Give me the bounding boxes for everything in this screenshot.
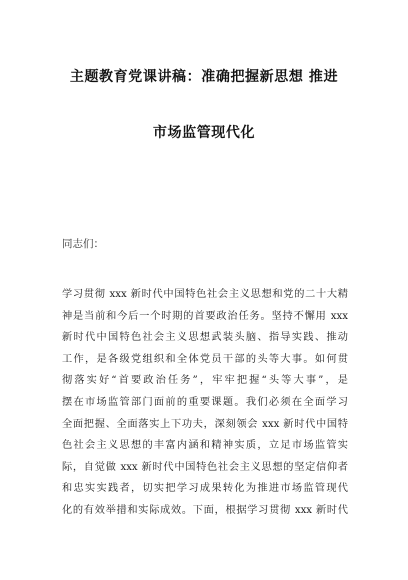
paragraph-line: 工作，是各级党组织和全体党员干部的头等大事。如何贯 — [62, 353, 348, 365]
document-title: 主题教育党课讲稿：准确把握新思想 推进 — [69, 69, 339, 85]
document-title-continued: 市场监管现代化 — [152, 125, 256, 141]
paragraph-line: 彻落实好“首要政治任务”，牢牢把握“头等大事”，是 — [62, 375, 348, 387]
paragraph-line: 际，自觉做 xxx 新时代中国特色社会主义思想的坚定信仰者 — [62, 461, 348, 473]
paragraph-line: 和忠实实践者，切实把学习成果转化为推进市场监管现代 — [62, 483, 348, 495]
body-paragraph — [62, 284, 348, 522]
paragraph-line: 摆在市场监管部门面前的重要课题。我们必须在全面学习 — [62, 396, 348, 408]
salutation: 同志们： — [62, 238, 104, 250]
paragraph-line: 学习贯彻 xxx 新时代中国特色社会主义思想和党的二十大精 — [62, 289, 348, 300]
paragraph-line: 新时代中国特色社会主义思想武装头脑、指导实践、推动 — [62, 332, 348, 344]
paragraph-line: 化的有效举措和实际成效。下面，根据学习贯彻 xxx 新时代 — [62, 504, 348, 516]
paragraph-line: 全面把握、全面落实上下功夫，深刻领会 xxx 新时代中国特 — [62, 418, 348, 430]
paragraph-line: 色社会主义思想的丰富内涵和精神实质，立足市场监管实 — [62, 440, 348, 452]
paragraph-line: 神是当前和今后一个时期的首要政治任务。坚持不懈用 xxx — [62, 310, 348, 322]
